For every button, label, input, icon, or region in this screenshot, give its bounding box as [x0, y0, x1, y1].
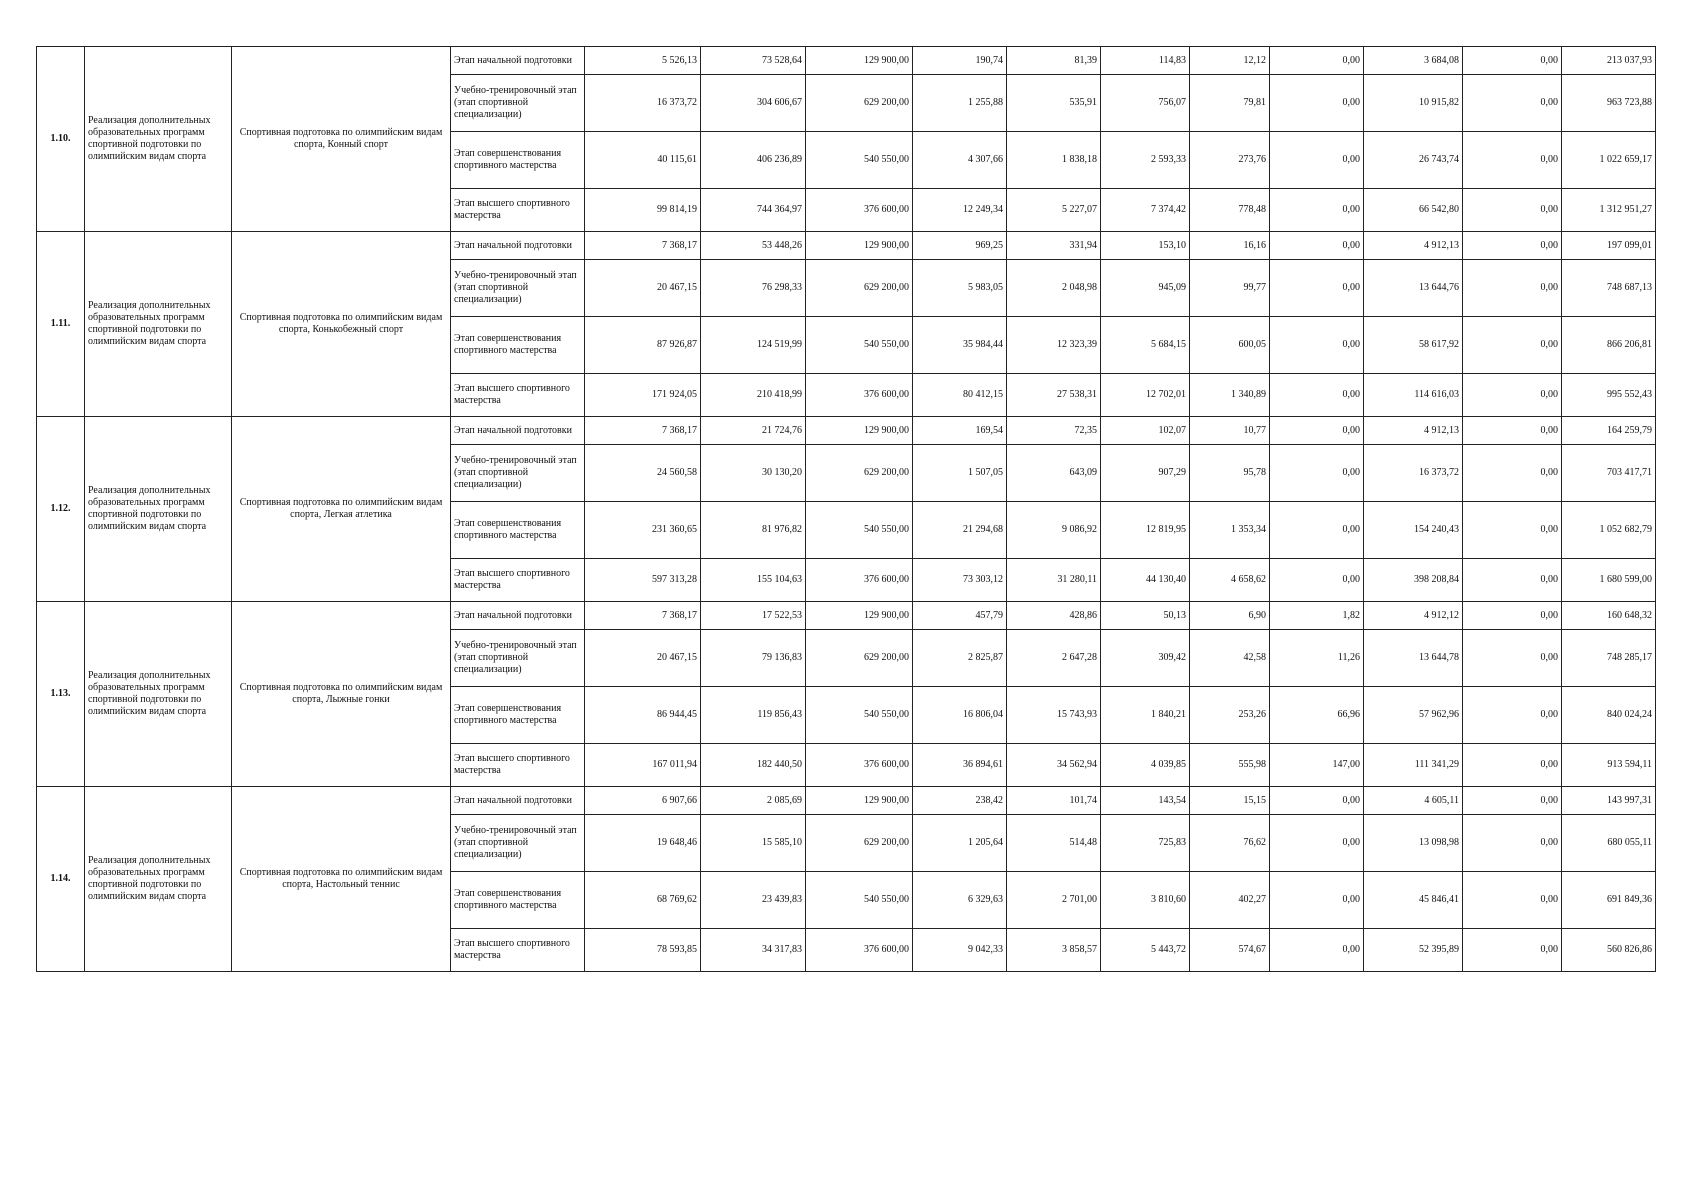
value-cell: 574,67: [1190, 929, 1270, 972]
value-cell: 10 915,82: [1364, 75, 1463, 132]
value-cell: 376 600,00: [806, 744, 913, 787]
value-cell: 629 200,00: [806, 445, 913, 502]
value-cell: 73 528,64: [701, 47, 806, 75]
value-cell: 331,94: [1007, 232, 1101, 260]
value-cell: 995 552,43: [1562, 374, 1656, 417]
value-cell: 1 680 599,00: [1562, 559, 1656, 602]
value-cell: 129 900,00: [806, 417, 913, 445]
value-cell: 514,48: [1007, 815, 1101, 872]
value-cell: 80 412,15: [913, 374, 1007, 417]
stage-name: Этап совершенствования спортивного мастерства: [451, 687, 585, 744]
value-cell: 129 900,00: [806, 787, 913, 815]
value-cell: 99 814,19: [585, 189, 701, 232]
value-cell: 7 368,17: [585, 602, 701, 630]
value-cell: 629 200,00: [806, 75, 913, 132]
value-cell: 273,76: [1190, 132, 1270, 189]
value-cell: 0,00: [1270, 787, 1364, 815]
value-cell: 1 255,88: [913, 75, 1007, 132]
sport-name: Спортивная подготовка по олимпийским видам спорта, Лыжные гонки: [232, 602, 451, 787]
value-cell: 1 838,18: [1007, 132, 1101, 189]
value-cell: 34 317,83: [701, 929, 806, 972]
value-cell: 2 647,28: [1007, 630, 1101, 687]
value-cell: 81,39: [1007, 47, 1101, 75]
value-cell: 12,12: [1190, 47, 1270, 75]
value-cell: 19 648,46: [585, 815, 701, 872]
row-code: 1.14.: [37, 787, 85, 972]
stage-name: Этап совершенствования спортивного мастерства: [451, 317, 585, 374]
sport-name: Спортивная подготовка по олимпийским видам спорта, Конный спорт: [232, 47, 451, 232]
value-cell: 629 200,00: [806, 815, 913, 872]
value-cell: 24 560,58: [585, 445, 701, 502]
value-cell: 124 519,99: [701, 317, 806, 374]
value-cell: 376 600,00: [806, 189, 913, 232]
value-cell: 16 373,72: [1364, 445, 1463, 502]
value-cell: 1 205,64: [913, 815, 1007, 872]
value-cell: 1 840,21: [1101, 687, 1190, 744]
value-cell: 167 011,94: [585, 744, 701, 787]
value-cell: 169,54: [913, 417, 1007, 445]
value-cell: 21 294,68: [913, 502, 1007, 559]
value-cell: 540 550,00: [806, 132, 913, 189]
value-cell: 376 600,00: [806, 559, 913, 602]
value-cell: 155 104,63: [701, 559, 806, 602]
value-cell: 87 926,87: [585, 317, 701, 374]
value-cell: 457,79: [913, 602, 1007, 630]
value-cell: 3 810,60: [1101, 872, 1190, 929]
value-cell: 12 249,34: [913, 189, 1007, 232]
value-cell: 376 600,00: [806, 929, 913, 972]
value-cell: 2 825,87: [913, 630, 1007, 687]
value-cell: 76 298,33: [701, 260, 806, 317]
value-cell: 0,00: [1463, 232, 1562, 260]
value-cell: 0,00: [1270, 815, 1364, 872]
value-cell: 1 052 682,79: [1562, 502, 1656, 559]
value-cell: 15,15: [1190, 787, 1270, 815]
value-cell: 86 944,45: [585, 687, 701, 744]
value-cell: 182 440,50: [701, 744, 806, 787]
value-cell: 945,09: [1101, 260, 1190, 317]
value-cell: 0,00: [1463, 602, 1562, 630]
value-cell: 428,86: [1007, 602, 1101, 630]
value-cell: 68 769,62: [585, 872, 701, 929]
value-cell: 160 648,32: [1562, 602, 1656, 630]
value-cell: 0,00: [1270, 232, 1364, 260]
stage-name: Этап начальной подготовки: [451, 602, 585, 630]
value-cell: 725,83: [1101, 815, 1190, 872]
value-cell: 7 368,17: [585, 417, 701, 445]
value-cell: 5 526,13: [585, 47, 701, 75]
value-cell: 0,00: [1270, 929, 1364, 972]
value-cell: 13 644,76: [1364, 260, 1463, 317]
value-cell: 16,16: [1190, 232, 1270, 260]
value-cell: 597 313,28: [585, 559, 701, 602]
value-cell: 0,00: [1270, 445, 1364, 502]
value-cell: 197 099,01: [1562, 232, 1656, 260]
value-cell: 756,07: [1101, 75, 1190, 132]
value-cell: 3 684,08: [1364, 47, 1463, 75]
value-cell: 34 562,94: [1007, 744, 1101, 787]
value-cell: 31 280,11: [1007, 559, 1101, 602]
value-cell: 53 448,26: [701, 232, 806, 260]
value-cell: 0,00: [1463, 872, 1562, 929]
value-cell: 58 617,92: [1364, 317, 1463, 374]
value-cell: 66 542,80: [1364, 189, 1463, 232]
service-name: Реализация дополнительных образовательных программ спортивной подготовки по олимпийским видам спорта: [85, 787, 232, 972]
value-cell: 6 329,63: [913, 872, 1007, 929]
value-cell: 969,25: [913, 232, 1007, 260]
value-cell: 23 439,83: [701, 872, 806, 929]
value-cell: 913 594,11: [1562, 744, 1656, 787]
value-cell: 0,00: [1463, 787, 1562, 815]
value-cell: 0,00: [1463, 189, 1562, 232]
value-cell: 540 550,00: [806, 872, 913, 929]
value-cell: 76,62: [1190, 815, 1270, 872]
value-cell: 119 856,43: [701, 687, 806, 744]
stage-name: Учебно-тренировочный этап (этап спортивной специализации): [451, 445, 585, 502]
value-cell: 153,10: [1101, 232, 1190, 260]
stage-name: Этап совершенствования спортивного мастерства: [451, 872, 585, 929]
value-cell: 0,00: [1463, 815, 1562, 872]
value-cell: 0,00: [1270, 417, 1364, 445]
value-cell: 0,00: [1463, 744, 1562, 787]
value-cell: 99,77: [1190, 260, 1270, 317]
value-cell: 114,83: [1101, 47, 1190, 75]
stage-name: Этап высшего спортивного мастерства: [451, 189, 585, 232]
value-cell: 44 130,40: [1101, 559, 1190, 602]
row-code: 1.13.: [37, 602, 85, 787]
value-cell: 535,91: [1007, 75, 1101, 132]
value-cell: 2 593,33: [1101, 132, 1190, 189]
value-cell: 0,00: [1463, 559, 1562, 602]
value-cell: 16 806,04: [913, 687, 1007, 744]
value-cell: 5 443,72: [1101, 929, 1190, 972]
value-cell: 0,00: [1270, 132, 1364, 189]
value-cell: 748 285,17: [1562, 630, 1656, 687]
stage-name: Этап совершенствования спортивного мастерства: [451, 502, 585, 559]
value-cell: 79,81: [1190, 75, 1270, 132]
value-cell: 238,42: [913, 787, 1007, 815]
row-code: 1.11.: [37, 232, 85, 417]
value-cell: 0,00: [1463, 929, 1562, 972]
value-cell: 0,00: [1270, 317, 1364, 374]
value-cell: 210 418,99: [701, 374, 806, 417]
value-cell: 0,00: [1463, 687, 1562, 744]
value-cell: 4 912,12: [1364, 602, 1463, 630]
value-cell: 402,27: [1190, 872, 1270, 929]
value-cell: 0,00: [1270, 47, 1364, 75]
value-cell: 0,00: [1270, 374, 1364, 417]
value-cell: 78 593,85: [585, 929, 701, 972]
value-cell: 42,58: [1190, 630, 1270, 687]
value-cell: 79 136,83: [701, 630, 806, 687]
value-cell: 0,00: [1270, 872, 1364, 929]
value-cell: 253,26: [1190, 687, 1270, 744]
value-cell: 129 900,00: [806, 47, 913, 75]
value-cell: 171 924,05: [585, 374, 701, 417]
value-cell: 26 743,74: [1364, 132, 1463, 189]
value-cell: 154 240,43: [1364, 502, 1463, 559]
stage-name: Этап начальной подготовки: [451, 787, 585, 815]
value-cell: 4 307,66: [913, 132, 1007, 189]
value-cell: 1 353,34: [1190, 502, 1270, 559]
value-cell: 4 605,11: [1364, 787, 1463, 815]
value-cell: 2 701,00: [1007, 872, 1101, 929]
value-cell: 600,05: [1190, 317, 1270, 374]
value-cell: 560 826,86: [1562, 929, 1656, 972]
value-cell: 6 907,66: [585, 787, 701, 815]
value-cell: 0,00: [1463, 417, 1562, 445]
value-cell: 27 538,31: [1007, 374, 1101, 417]
value-cell: 13 644,78: [1364, 630, 1463, 687]
value-cell: 744 364,97: [701, 189, 806, 232]
cost-norms-table: [36, 46, 1656, 972]
value-cell: 1 340,89: [1190, 374, 1270, 417]
value-cell: 0,00: [1463, 445, 1562, 502]
stage-name: Этап высшего спортивного мастерства: [451, 929, 585, 972]
stage-name: Этап начальной подготовки: [451, 417, 585, 445]
value-cell: 101,74: [1007, 787, 1101, 815]
value-cell: 20 467,15: [585, 260, 701, 317]
value-cell: 129 900,00: [806, 602, 913, 630]
value-cell: 9 042,33: [913, 929, 1007, 972]
value-cell: 7 368,17: [585, 232, 701, 260]
row-code: 1.10.: [37, 47, 85, 232]
stage-name: Этап высшего спортивного мастерства: [451, 744, 585, 787]
stage-name: Этап высшего спортивного мастерства: [451, 374, 585, 417]
value-cell: 0,00: [1463, 132, 1562, 189]
value-cell: 540 550,00: [806, 502, 913, 559]
value-cell: 15 585,10: [701, 815, 806, 872]
value-cell: 0,00: [1463, 47, 1562, 75]
value-cell: 102,07: [1101, 417, 1190, 445]
value-cell: 629 200,00: [806, 260, 913, 317]
value-cell: 840 024,24: [1562, 687, 1656, 744]
sport-name: Спортивная подготовка по олимпийским видам спорта, Легкая атлетика: [232, 417, 451, 602]
value-cell: 147,00: [1270, 744, 1364, 787]
value-cell: 20 467,15: [585, 630, 701, 687]
value-cell: 748 687,13: [1562, 260, 1656, 317]
value-cell: 643,09: [1007, 445, 1101, 502]
value-cell: 3 858,57: [1007, 929, 1101, 972]
value-cell: 111 341,29: [1364, 744, 1463, 787]
service-name: Реализация дополнительных образовательных программ спортивной подготовки по олимпийским видам спорта: [85, 602, 232, 787]
service-name: Реализация дополнительных образовательных программ спортивной подготовки по олимпийским видам спорта: [85, 47, 232, 232]
value-cell: 1 507,05: [913, 445, 1007, 502]
sport-name: Спортивная подготовка по олимпийским видам спорта, Настольный теннис: [232, 787, 451, 972]
sport-name: Спортивная подготовка по олимпийским видам спорта, Конькобежный спорт: [232, 232, 451, 417]
value-cell: 5 983,05: [913, 260, 1007, 317]
table-row: [37, 47, 1656, 75]
value-cell: 0,00: [1270, 502, 1364, 559]
stage-name: Учебно-тренировочный этап (этап спортивной специализации): [451, 75, 585, 132]
value-cell: 36 894,61: [913, 744, 1007, 787]
table-row: [37, 602, 1656, 630]
value-cell: 0,00: [1463, 502, 1562, 559]
value-cell: 0,00: [1270, 75, 1364, 132]
value-cell: 6,90: [1190, 602, 1270, 630]
value-cell: 0,00: [1463, 374, 1562, 417]
value-cell: 57 962,96: [1364, 687, 1463, 744]
value-cell: 30 130,20: [701, 445, 806, 502]
value-cell: 691 849,36: [1562, 872, 1656, 929]
value-cell: 72,35: [1007, 417, 1101, 445]
value-cell: 0,00: [1270, 189, 1364, 232]
value-cell: 963 723,88: [1562, 75, 1656, 132]
value-cell: 0,00: [1463, 317, 1562, 374]
value-cell: 1,82: [1270, 602, 1364, 630]
value-cell: 190,74: [913, 47, 1007, 75]
value-cell: 4 912,13: [1364, 232, 1463, 260]
value-cell: 0,00: [1463, 75, 1562, 132]
stage-name: Учебно-тренировочный этап (этап спортивной специализации): [451, 815, 585, 872]
value-cell: 45 846,41: [1364, 872, 1463, 929]
value-cell: 0,00: [1270, 559, 1364, 602]
value-cell: 13 098,98: [1364, 815, 1463, 872]
value-cell: 73 303,12: [913, 559, 1007, 602]
value-cell: 1 312 951,27: [1562, 189, 1656, 232]
value-cell: 114 616,03: [1364, 374, 1463, 417]
value-cell: 398 208,84: [1364, 559, 1463, 602]
value-cell: 52 395,89: [1364, 929, 1463, 972]
value-cell: 66,96: [1270, 687, 1364, 744]
value-cell: 12 702,01: [1101, 374, 1190, 417]
stage-name: Учебно-тренировочный этап (этап спортивной специализации): [451, 630, 585, 687]
value-cell: 231 360,65: [585, 502, 701, 559]
value-cell: 907,29: [1101, 445, 1190, 502]
value-cell: 1 022 659,17: [1562, 132, 1656, 189]
budget-table-page: [36, 46, 1656, 972]
value-cell: 21 724,76: [701, 417, 806, 445]
stage-name: Этап начальной подготовки: [451, 232, 585, 260]
value-cell: 4 912,13: [1364, 417, 1463, 445]
value-cell: 4 658,62: [1190, 559, 1270, 602]
stage-name: Учебно-тренировочный этап (этап спортивной специализации): [451, 260, 585, 317]
value-cell: 406 236,89: [701, 132, 806, 189]
value-cell: 703 417,71: [1562, 445, 1656, 502]
value-cell: 2 048,98: [1007, 260, 1101, 317]
value-cell: 4 039,85: [1101, 744, 1190, 787]
value-cell: 5 227,07: [1007, 189, 1101, 232]
value-cell: 0,00: [1463, 260, 1562, 317]
value-cell: 11,26: [1270, 630, 1364, 687]
value-cell: 17 522,53: [701, 602, 806, 630]
value-cell: 95,78: [1190, 445, 1270, 502]
value-cell: 540 550,00: [806, 687, 913, 744]
value-cell: 540 550,00: [806, 317, 913, 374]
value-cell: 16 373,72: [585, 75, 701, 132]
value-cell: 680 055,11: [1562, 815, 1656, 872]
value-cell: 40 115,61: [585, 132, 701, 189]
value-cell: 143,54: [1101, 787, 1190, 815]
value-cell: 10,77: [1190, 417, 1270, 445]
value-cell: 164 259,79: [1562, 417, 1656, 445]
value-cell: 50,13: [1101, 602, 1190, 630]
service-name: Реализация дополнительных образовательных программ спортивной подготовки по олимпийским видам спорта: [85, 417, 232, 602]
table-row: [37, 232, 1656, 260]
value-cell: 12 323,39: [1007, 317, 1101, 374]
value-cell: 304 606,67: [701, 75, 806, 132]
value-cell: 129 900,00: [806, 232, 913, 260]
service-name: Реализация дополнительных образовательных программ спортивной подготовки по олимпийским видам спорта: [85, 232, 232, 417]
value-cell: 555,98: [1190, 744, 1270, 787]
value-cell: 0,00: [1270, 260, 1364, 317]
table-row: [37, 417, 1656, 445]
value-cell: 12 819,95: [1101, 502, 1190, 559]
value-cell: 35 984,44: [913, 317, 1007, 374]
stage-name: Этап начальной подготовки: [451, 47, 585, 75]
value-cell: 376 600,00: [806, 374, 913, 417]
value-cell: 5 684,15: [1101, 317, 1190, 374]
value-cell: 778,48: [1190, 189, 1270, 232]
row-code: 1.12.: [37, 417, 85, 602]
value-cell: 309,42: [1101, 630, 1190, 687]
value-cell: 2 085,69: [701, 787, 806, 815]
value-cell: 213 037,93: [1562, 47, 1656, 75]
stage-name: Этап высшего спортивного мастерства: [451, 559, 585, 602]
stage-name: Этап совершенствования спортивного мастерства: [451, 132, 585, 189]
value-cell: 0,00: [1463, 630, 1562, 687]
value-cell: 9 086,92: [1007, 502, 1101, 559]
table-row: [37, 787, 1656, 815]
value-cell: 866 206,81: [1562, 317, 1656, 374]
value-cell: 629 200,00: [806, 630, 913, 687]
value-cell: 143 997,31: [1562, 787, 1656, 815]
value-cell: 15 743,93: [1007, 687, 1101, 744]
value-cell: 7 374,42: [1101, 189, 1190, 232]
value-cell: 81 976,82: [701, 502, 806, 559]
